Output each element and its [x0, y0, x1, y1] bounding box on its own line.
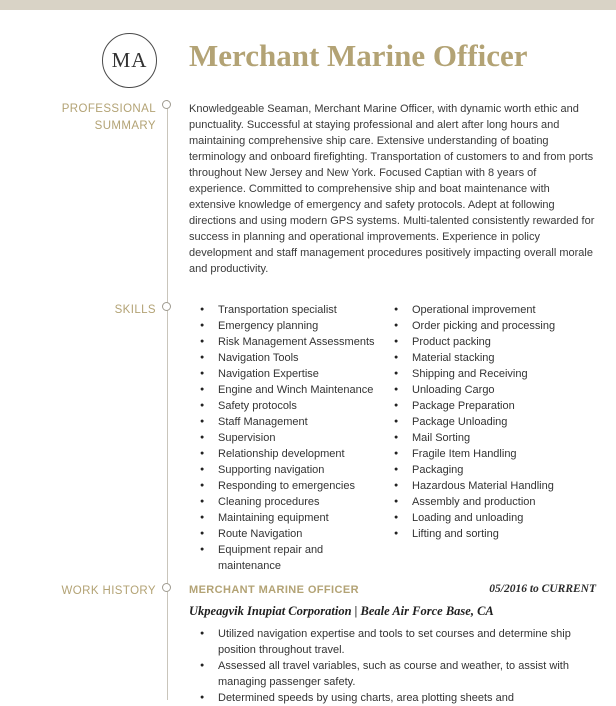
section-label-work-history: WORK HISTORY	[61, 585, 156, 597]
timeline-marker-skills	[162, 302, 171, 311]
skill-item: ● Package Preparation	[391, 398, 596, 414]
section-label-professional-summary: PROFESSIONAL SUMMARY	[61, 103, 156, 132]
skill-item: ● Product packing	[391, 334, 596, 350]
skill-item: ● Risk Management Assessments	[197, 334, 383, 350]
monogram-initials: MA	[111, 48, 148, 72]
skills-list-column-2	[391, 302, 596, 542]
skill-item: ● Package Unloading	[391, 414, 596, 430]
skill-item: ● Material stacking	[391, 350, 596, 366]
section-label-skills: SKILLS	[114, 304, 156, 316]
job-title: MERCHANT MARINE OFFICER	[189, 584, 359, 596]
job-bullet-item: ● Utilized navigation expertise and tools to set courses and determine ship position throughout travel.	[197, 626, 596, 658]
job-company-location: Ukpeagvik Inupiat Corporation | Beale Air Force Base, CA	[189, 604, 494, 618]
skill-item: ● Engine and Winch Maintenance	[197, 382, 383, 398]
resume-title: Merchant Marine Officer	[189, 38, 528, 73]
skill-item: ● Cleaning procedures	[197, 494, 383, 510]
skill-item: ● Staff Management	[197, 414, 383, 430]
skill-item: ● Safety protocols	[197, 398, 383, 414]
skill-item: ● Navigation Expertise	[197, 366, 383, 382]
timeline-line	[167, 100, 168, 700]
skill-item: ● Unloading Cargo	[391, 382, 596, 398]
skills-list-column-1	[197, 302, 383, 574]
skill-item: ● Relationship development	[197, 446, 383, 462]
skill-item: ● Assembly and production	[391, 494, 596, 510]
skill-item: ● Emergency planning	[197, 318, 383, 334]
skill-item: ● Route Navigation	[197, 526, 383, 542]
skill-item: ● Hazardous Material Handling	[391, 478, 596, 494]
skill-item: ● Packaging	[391, 462, 596, 478]
skill-item: ● Equipment repair and maintenance	[197, 542, 383, 574]
job-dates: 05/2016 to CURRENT	[489, 583, 596, 595]
professional-summary-text: Knowledgeable Seaman, Merchant Marine Officer, with dynamic worth ethic and punctuality. Successful at staying professional and alert after long hours and maintaining comprehensive ship care. Extensive understanding of boating terminology and onboard firefighting. Transportation of customers to and from ports throughout New Jersey and New York. Focused Captian with 8 years of experience. Committed to comprehensive ship and boat maintenance with extensive knowledge of emergency and safety protocols. Adept at following directions and using modern GPS systems. Multi-talented consistently rewarded for success in planning and operational improvements. Experience in policy development and staff management procedures positively impacting overall morale and productivity.	[189, 103, 595, 275]
skill-item: ● Order picking and processing	[391, 318, 596, 334]
skill-item: ● Responding to emergencies	[197, 478, 383, 494]
skill-item: ● Shipping and Receiving	[391, 366, 596, 382]
skill-item: ● Operational improvement	[391, 302, 596, 318]
skill-item: ● Transportation specialist	[197, 302, 383, 318]
skill-item: ● Mail Sorting	[391, 430, 596, 446]
job-bullet-item: ● Determined speeds by using charts, area plotting sheets and	[197, 690, 596, 706]
job-bullet-item: ● Assessed all travel variables, such as course and weather, to assist with managing passenger safety.	[197, 658, 596, 690]
skill-item: ● Maintaining equipment	[197, 510, 383, 526]
skill-item: ● Supervision	[197, 430, 383, 446]
skill-item: ● Navigation Tools	[197, 350, 383, 366]
timeline-marker-summary	[162, 100, 171, 109]
top-accent-bar	[0, 0, 616, 10]
job-bullet-list	[197, 626, 596, 706]
skill-item: ● Supporting navigation	[197, 462, 383, 478]
timeline-marker-work-history	[162, 583, 171, 592]
skill-item: ● Fragile Item Handling	[391, 446, 596, 462]
skill-item: ● Lifting and sorting	[391, 526, 596, 542]
monogram-badge	[102, 33, 157, 88]
skill-item: ● Loading and unloading	[391, 510, 596, 526]
